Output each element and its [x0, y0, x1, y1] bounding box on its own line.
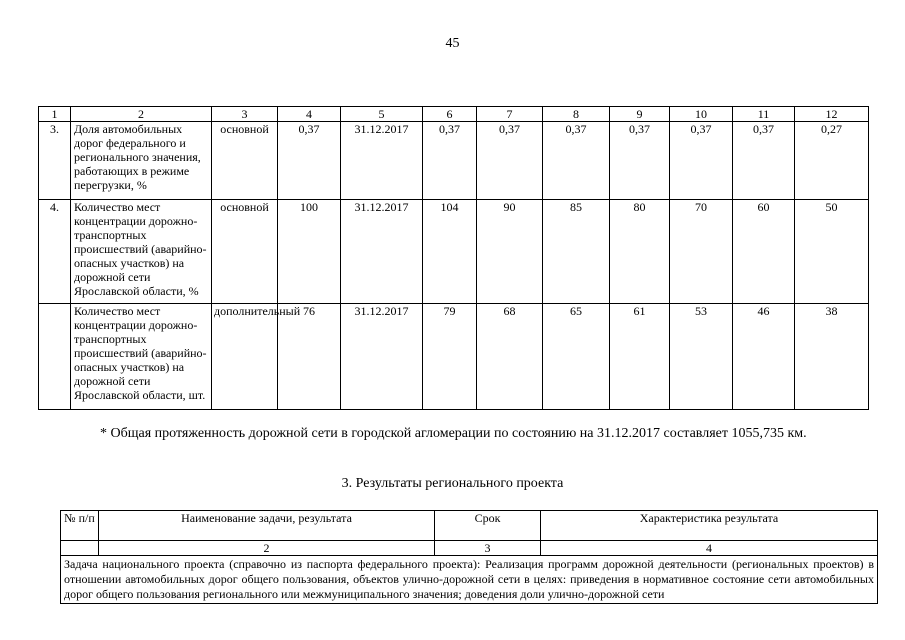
indicator-type: основной	[212, 122, 278, 200]
footnote: * Общая протяженность дорожной сети в городской агломерации по состоянию на 31.12.2017 составляет 1055,735 км.	[100, 426, 807, 441]
indicator-name: Доля автомобильных дорог федерального и регионального значения, работающих в режиме перегрузки, %	[71, 122, 212, 200]
header-cell: 1	[39, 107, 71, 122]
column-number: 4	[541, 541, 878, 556]
table-row	[61, 556, 878, 604]
indicators-table	[38, 106, 869, 410]
indicator-type: основной	[212, 200, 278, 304]
header-cell: 6	[423, 107, 477, 122]
section-title: 3. Результаты регионального проекта	[341, 476, 564, 491]
header-cell: 7	[477, 107, 543, 122]
year-value: 46	[733, 304, 795, 410]
year-value: 61	[610, 304, 670, 410]
year-value: 0,37	[670, 122, 733, 200]
base-date: 31.12.2017	[341, 122, 423, 200]
base-date: 31.12.2017	[341, 200, 423, 304]
table-row	[39, 122, 869, 200]
table-row	[39, 200, 869, 304]
base-value: 76	[278, 304, 341, 410]
header-cell: 2	[71, 107, 212, 122]
page-number: 45	[445, 36, 460, 51]
column-number	[61, 541, 99, 556]
column-number: 2	[99, 541, 435, 556]
year-value: 104	[423, 200, 477, 304]
header-num: № п/п	[61, 511, 99, 541]
row-number: 3.	[39, 122, 71, 200]
year-value: 68	[477, 304, 543, 410]
header-cell: 5	[341, 107, 423, 122]
year-value: 0,37	[423, 122, 477, 200]
header-cell: 11	[733, 107, 795, 122]
year-value: 70	[670, 200, 733, 304]
year-value: 0,37	[543, 122, 610, 200]
year-value: 80	[610, 200, 670, 304]
base-value: 0,37	[278, 122, 341, 200]
header-characteristic: Характеристика результата	[541, 511, 878, 541]
table-header-row	[39, 107, 869, 122]
indicator-name: Количество мест концентрации дорожно-транспортных происшествий (аварийно-опасных участков) на дорожной сети Ярославской области, %	[71, 200, 212, 304]
header-cell: 10	[670, 107, 733, 122]
table-header-row	[61, 511, 878, 541]
year-value: 0,37	[477, 122, 543, 200]
row-number: 4.	[39, 200, 71, 304]
header-cell: 8	[543, 107, 610, 122]
year-value: 79	[423, 304, 477, 410]
year-value: 53	[670, 304, 733, 410]
results-table	[60, 510, 878, 604]
base-value: 100	[278, 200, 341, 304]
year-value: 0,27	[795, 122, 869, 200]
header-cell: 3	[212, 107, 278, 122]
row-number	[39, 304, 71, 410]
header-cell: 12	[795, 107, 869, 122]
header-cell: 4	[278, 107, 341, 122]
indicator-type: дополнительный	[212, 304, 278, 410]
header-cell: 9	[610, 107, 670, 122]
base-date: 31.12.2017	[341, 304, 423, 410]
year-value: 65	[543, 304, 610, 410]
year-value: 85	[543, 200, 610, 304]
year-value: 0,37	[610, 122, 670, 200]
header-name: Наименование задачи, результата	[99, 511, 435, 541]
year-value: 60	[733, 200, 795, 304]
year-value: 90	[477, 200, 543, 304]
year-value: 50	[795, 200, 869, 304]
header-term: Срок	[435, 511, 541, 541]
table-row	[39, 304, 869, 410]
year-value: 38	[795, 304, 869, 410]
indicator-name: Количество мест концентрации дорожно-транспортных происшествий (аварийно-опасных участков) на дорожной сети Ярославской области, шт.	[71, 304, 212, 410]
year-value: 0,37	[733, 122, 795, 200]
column-number: 3	[435, 541, 541, 556]
column-number-row	[61, 541, 878, 556]
national-project-task: Задача национального проекта (справочно из паспорта федерального проекта): Реализация программ дорожной деятельности (региональных проектов) в отношении автомобильных дорог общего пользования, объектов улично-дорожной сети в целях: приведения в нормативное состояние сети автомобильных дорог общего пользования регионального или межмуниципального значения; доведения доли улично-дорожной сети	[61, 556, 878, 604]
